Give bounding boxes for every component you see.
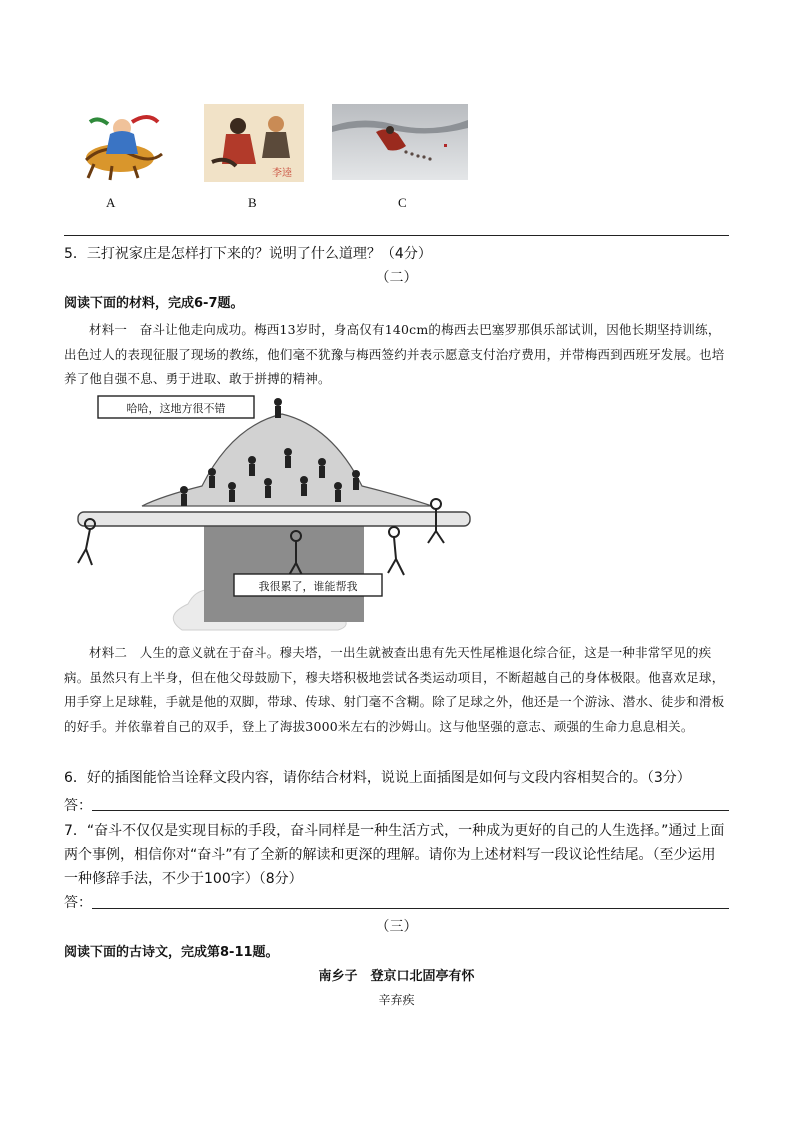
question-6-answer-label: 答： (64, 798, 92, 814)
snow-scene-illustration (332, 104, 468, 180)
question-7-answer-label: 答： (64, 895, 92, 911)
question-7: 7．“奋斗不仅仅是实现目标的手段，奋斗同样是一种生活方式，一种成为更好的自己的人生选择。”通过上面两个事例，相信你对“奋斗”有了全新的解读和更深的理解。请你为上述材料写一段议论性结尾。（至少运用一种修辞手法，不少于100字）（8分） (64, 823, 725, 887)
poem-author: 辛弃疾 (378, 993, 415, 1007)
b-stamp-text: 李逵 (272, 168, 292, 179)
section-2-instruction: 阅读下面的材料，完成6-7题。 (64, 296, 244, 311)
image-b (204, 104, 304, 182)
image-a (72, 104, 172, 182)
question-6: 6．好的插图能恰当诠释文段内容，请你结合材料，说说上面插图是如何与文段内容相契合的。（3分） (64, 770, 691, 786)
poem-title: 南乡子 登京口北固亭有怀 (318, 969, 475, 984)
image-a-label: A (106, 195, 116, 210)
section-3-heading: （三） (375, 919, 418, 935)
cartoon-illustration (72, 390, 480, 638)
question-5: 5．三打祝家庄是怎样打下来的？说明了什么道理？（4分） (64, 246, 432, 262)
climbing-crowd-cartoon (72, 390, 480, 638)
material-1: 材料一 奋斗让他走向成功。梅西13岁时，身高仅有140cm的梅西去巴塞罗那俱乐部试训，因他长期坚持训练，出色过人的表现征服了现场的教练，他们毫不犹豫与梅西签约并表示愿意支付治疗费用，并带梅西到西班牙发展。也培养了他自强不息、勇于进取、敢于拼搏的精神。 (64, 322, 725, 386)
question-6-answer-line[interactable] (92, 810, 729, 811)
image-b-label: B (248, 195, 257, 210)
image-c (332, 104, 468, 180)
section-2-heading: （二） (375, 270, 418, 286)
divider-rule (64, 235, 729, 236)
tiger-fighter-illustration (72, 104, 172, 182)
cartoon-top-speech: 哈哈，这地方很不错 (126, 402, 226, 415)
image-c-label: C (398, 195, 407, 210)
li-kui-illustration (204, 104, 304, 182)
question-7-answer-line[interactable] (92, 908, 729, 909)
cartoon-bottom-speech: 我很累了，谁能帮我 (258, 580, 358, 593)
material-2: 材料二 人生的意义就在于奋斗。穆夫塔，一出生就被查出患有先天性尾椎退化综合征，这是一种非常罕见的疾病。虽然只有上半身，但在他父母鼓励下，穆夫塔积极地尝试各类运动项目，不断超越自己的身体极限。他喜欢足球，用手穿上足球鞋，手就是他的双脚，带球、传球、射门毫不含糊。除了足球之外，他还是一个游泳、潜水、徒步和滑板的好手。并依靠着自己的双手，登上了海拔3000米左右的沙姆山。这与他坚强的意志、顽强的生命力息息相关。 (64, 645, 725, 734)
section-3-instruction: 阅读下面的古诗文，完成第8-11题。 (64, 945, 279, 960)
